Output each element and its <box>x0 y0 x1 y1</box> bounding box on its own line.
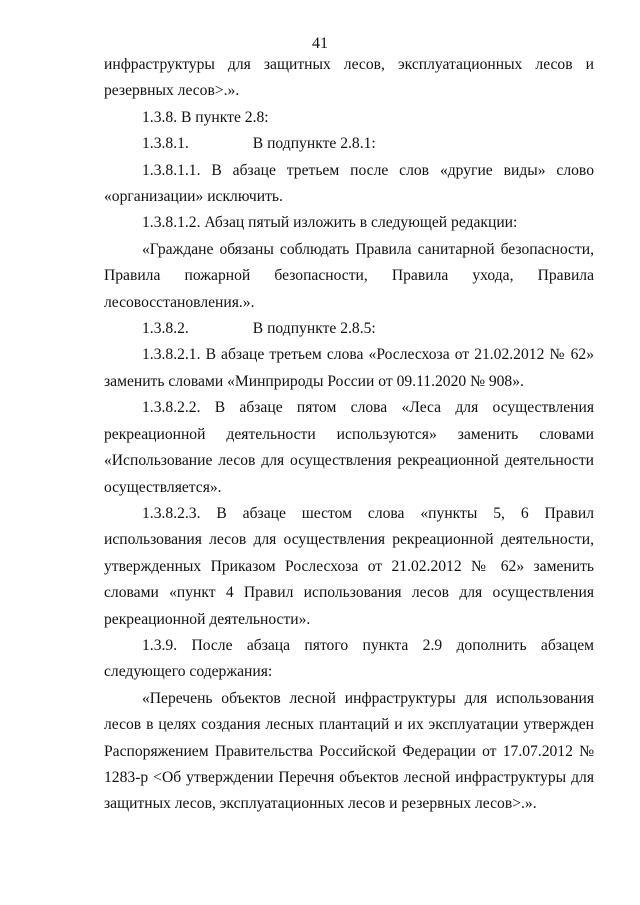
paragraph-1-3-8-1 <box>104 131 594 157</box>
page-number: 41 <box>312 35 328 52</box>
paragraph-1-3-9: 1.3.9. После абзаца пятого пункта 2.9 дополнить абзацем следующего содержания: <box>104 636 594 681</box>
paragraph-1-3-8-2-1: 1.3.8.2.1. В абзаце третьем слова «Рослесхоза от 21.02.2012 № 62» заменить словами «Минприроды России от 09.11.2020 № 908». <box>104 346 594 390</box>
paragraph-1-3-8-1-2: 1.3.8.1.2. Абзац пятый изложить в следующей редакции: <box>142 214 518 232</box>
paragraph-1-3-8-2-2: 1.3.8.2.2. В абзаце пятом слова «Леса для осуществления рекреационной деятельности используются» заменить словами «Использование лесов для осуществления рекреационной деятельности осуществляется». <box>104 399 594 496</box>
paragraph-1-3-8-2-3: 1.3.8.2.3. В абзаце шестом слова «пункты 5, 6 Правил использования лесов для осуществления рекреационной деятельности, утвержденных Приказом Рослесхоза от 21.02.2012 № 62» заменить словами «пункт 4 Правил использования лесов для осуществления рекреационной деятельности». <box>104 504 594 628</box>
paragraph-1-3-8-1-1: 1.3.8.1.1. В абзаце третьем после слов «другие виды» слово «организации» исключить. <box>104 161 594 206</box>
item-text: В подпункте 2.8.1: <box>252 135 376 153</box>
paragraph-1-3-8-2 <box>104 316 594 342</box>
item-number: 1.3.8.1. <box>142 135 189 153</box>
item-text: В подпункте 2.8.5: <box>252 320 376 338</box>
item-number: 1.3.8.2. <box>142 320 189 338</box>
paragraph-quote-rules: «Граждане обязаны соблюдать Правила санитарной безопасности, Правила пожарной безопасности, Правила ухода, Правила лесовосстановления.». <box>104 240 594 311</box>
paragraph-quote-list: «Перечень объектов лесной инфраструктуры для использования лесов в целях создания лесных плантаций и их эксплуатации утвержден Распоряжением Правительства Российской Федерации от 17.07.2012 № 1283-р <Об утверждении Перечня объектов лесной инфраструктуры для защитных лесов, эксплуатационных лесов и резервных лесов>.». <box>104 689 594 813</box>
paragraph-1-3-8: 1.3.8. В пункте 2.8: <box>142 108 269 126</box>
document-body <box>104 52 594 818</box>
paragraph-continuation: инфраструктуры для защитных лесов, эксплуатационных лесов и резервных лесов>.». <box>104 56 594 100</box>
